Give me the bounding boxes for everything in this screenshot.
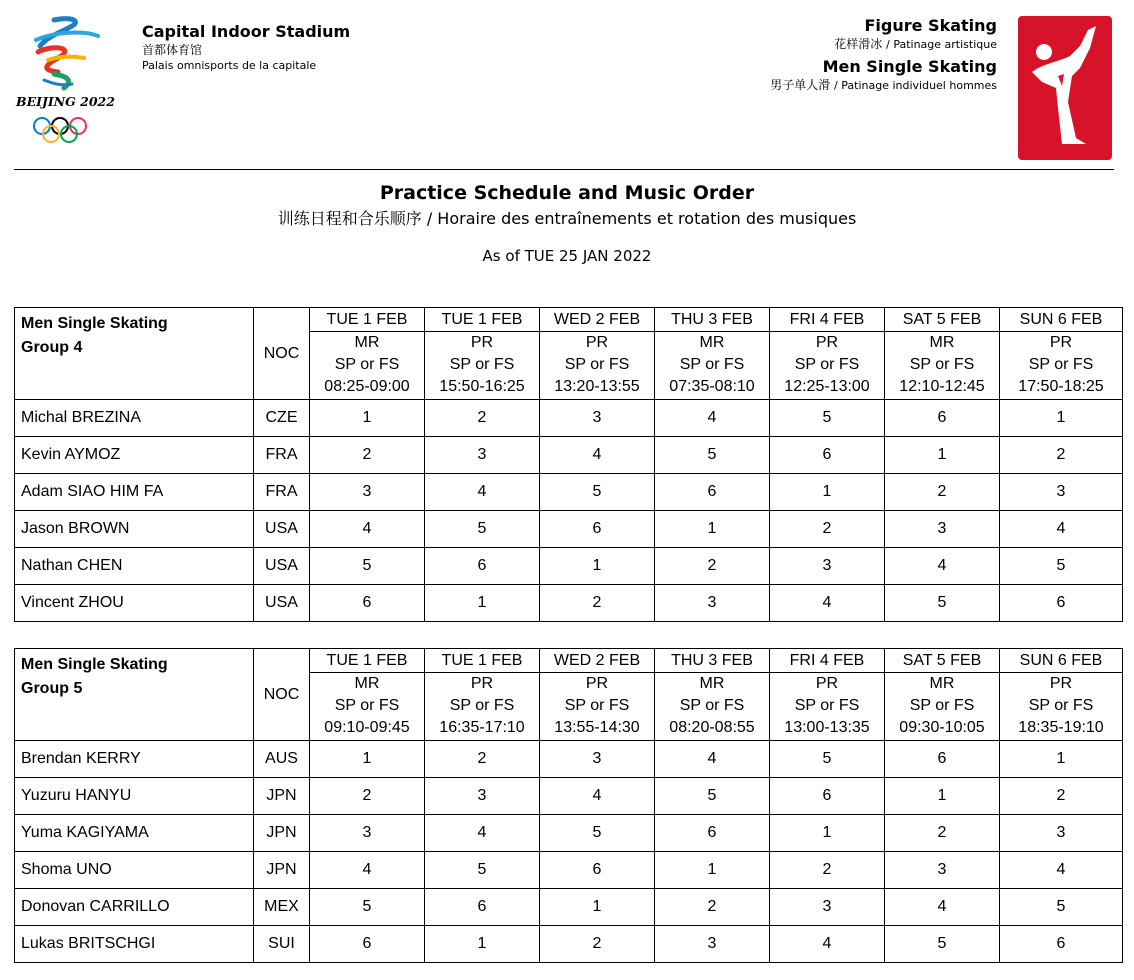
music-order-cell: 4	[310, 511, 425, 548]
session-time: 13:20-13:55	[554, 378, 640, 395]
music-order-cell: 5	[425, 852, 540, 889]
music-order-cell: 2	[885, 815, 1000, 852]
music-order-cell: 1	[770, 815, 885, 852]
session-type: PR	[585, 675, 609, 692]
document-title-zh: 训练日程和合乐顺序	[277, 209, 422, 228]
document-titles	[0, 180, 1134, 266]
music-order-cell: 4	[770, 926, 885, 963]
music-order-cell: 2	[1000, 437, 1123, 474]
skater-name: Nathan CHEN	[15, 548, 254, 585]
session-type: PR	[585, 334, 609, 351]
music-order-cell: 3	[770, 548, 885, 585]
table-row	[15, 585, 1123, 622]
session-program: SP or FS	[909, 356, 975, 373]
skater-name: Jason BROWN	[15, 511, 254, 548]
session-type: MR	[699, 334, 725, 351]
session-program: SP or FS	[449, 697, 515, 714]
session-program: SP or FS	[334, 697, 400, 714]
skater-noc: AUS	[254, 741, 310, 778]
music-order-cell: 3	[425, 778, 540, 815]
session-time: 12:25-13:00	[784, 378, 870, 395]
skater-name: Donovan CARRILLO	[15, 889, 254, 926]
music-order-cell: 5	[540, 474, 655, 511]
music-order-cell: 2	[310, 437, 425, 474]
session-type: MR	[354, 675, 380, 692]
music-order-cell: 1	[425, 585, 540, 622]
noc-header: NOC	[254, 649, 310, 741]
table-row	[15, 815, 1123, 852]
music-order-cell: 1	[655, 511, 770, 548]
session-details	[425, 332, 540, 400]
music-order-cell: 6	[1000, 926, 1123, 963]
event-block	[577, 16, 997, 98]
session-time: 07:35-08:10	[669, 378, 755, 395]
group-title	[15, 308, 254, 400]
music-order-cell: 2	[1000, 778, 1123, 815]
session-day: SAT 5 FEB	[885, 649, 1000, 673]
music-order-cell: 3	[1000, 474, 1123, 511]
music-order-cell: 4	[425, 815, 540, 852]
session-program: SP or FS	[334, 356, 400, 373]
session-day: SAT 5 FEB	[885, 308, 1000, 332]
venue-title-fr: Palais omnisports de la capitale	[142, 59, 317, 72]
session-type: MR	[354, 334, 380, 351]
music-order-cell: 3	[310, 474, 425, 511]
venue-title: Capital Indoor Stadium	[142, 22, 351, 41]
music-order-cell: 6	[1000, 585, 1123, 622]
event-title: Men Single Skating	[822, 57, 997, 76]
music-order-cell: 5	[1000, 889, 1123, 926]
music-order-cell: 3	[770, 889, 885, 926]
music-order-cell: 1	[1000, 400, 1123, 437]
music-order-cell: 5	[540, 815, 655, 852]
skater-name: Yuzuru HANYU	[15, 778, 254, 815]
noc-header: NOC	[254, 308, 310, 400]
session-program: SP or FS	[794, 697, 860, 714]
session-time: 12:10-12:45	[899, 378, 985, 395]
session-time: 08:20-08:55	[669, 719, 755, 736]
music-order-cell: 1	[540, 889, 655, 926]
session-day: THU 3 FEB	[655, 308, 770, 332]
music-order-cell: 3	[540, 741, 655, 778]
session-type: PR	[815, 334, 839, 351]
skater-name: Shoma UNO	[15, 852, 254, 889]
music-order-cell: 5	[655, 778, 770, 815]
music-order-cell: 5	[770, 741, 885, 778]
table-row	[15, 926, 1123, 963]
session-details	[310, 332, 425, 400]
logo-text: BEIJING 2022	[16, 94, 115, 109]
music-order-cell: 6	[770, 778, 885, 815]
music-order-cell: 2	[425, 741, 540, 778]
beijing-2022-emblem-icon	[14, 14, 126, 146]
music-order-cell: 5	[425, 511, 540, 548]
group-title-line2: Group 4	[21, 339, 83, 356]
session-program: SP or FS	[909, 697, 975, 714]
music-order-cell: 6	[310, 585, 425, 622]
music-order-cell: 1	[310, 741, 425, 778]
session-time: 15:50-16:25	[439, 378, 525, 395]
event-subtitle	[577, 77, 997, 94]
session-program: SP or FS	[1028, 697, 1094, 714]
session-program: SP or FS	[679, 697, 745, 714]
music-order-cell: 5	[310, 548, 425, 585]
music-order-cell: 2	[770, 511, 885, 548]
table-row	[15, 889, 1123, 926]
music-order-cell: 3	[655, 585, 770, 622]
session-details	[770, 332, 885, 400]
table-row	[15, 511, 1123, 548]
skater-noc: SUI	[254, 926, 310, 963]
group-table	[14, 648, 1123, 963]
music-order-cell: 5	[885, 926, 1000, 963]
session-time: 18:35-19:10	[1018, 719, 1104, 736]
session-time: 13:00-13:35	[784, 719, 870, 736]
page-header	[0, 0, 1134, 170]
session-details	[770, 673, 885, 741]
document-subtitle	[0, 208, 1134, 230]
session-type: PR	[815, 675, 839, 692]
music-order-cell: 3	[540, 400, 655, 437]
sport-title-fr: / Patinage artistique	[886, 38, 997, 51]
music-order-cell: 1	[885, 437, 1000, 474]
sport-title-zh: 花样滑冰	[834, 37, 883, 51]
session-time: 09:30-10:05	[899, 719, 985, 736]
music-order-cell: 4	[885, 548, 1000, 585]
music-order-cell: 1	[425, 926, 540, 963]
music-order-cell: 3	[425, 437, 540, 474]
skater-noc: JPN	[254, 852, 310, 889]
skater-name: Vincent ZHOU	[15, 585, 254, 622]
skater-name: Michal BREZINA	[15, 400, 254, 437]
session-details	[540, 332, 655, 400]
session-program: SP or FS	[794, 356, 860, 373]
session-details	[655, 332, 770, 400]
music-order-cell: 4	[655, 741, 770, 778]
skater-noc: USA	[254, 585, 310, 622]
music-order-cell: 4	[885, 889, 1000, 926]
venue-title-zh: 首都体育馆	[142, 43, 203, 57]
music-order-cell: 6	[655, 815, 770, 852]
skater-name: Adam SIAO HIM FA	[15, 474, 254, 511]
music-order-cell: 6	[540, 511, 655, 548]
table-row	[15, 400, 1123, 437]
music-order-cell: 6	[770, 437, 885, 474]
music-order-cell: 4	[655, 400, 770, 437]
session-time: 08:25-09:00	[324, 378, 410, 395]
music-order-cell: 5	[310, 889, 425, 926]
session-details	[1000, 673, 1123, 741]
session-type: PR	[1049, 334, 1073, 351]
music-order-cell: 6	[885, 400, 1000, 437]
music-order-cell: 6	[655, 474, 770, 511]
music-order-cell: 1	[885, 778, 1000, 815]
music-order-cell: 2	[540, 926, 655, 963]
music-order-cell: 4	[540, 437, 655, 474]
music-order-cell: 6	[540, 852, 655, 889]
music-order-cell: 3	[1000, 815, 1123, 852]
document-title-fr: / Horaire des entraînements et rotation des musiques	[426, 209, 857, 228]
session-type: PR	[1049, 675, 1073, 692]
event-title-fr: / Patinage individuel hommes	[834, 79, 997, 92]
music-order-cell: 3	[885, 511, 1000, 548]
skater-name: Kevin AYMOZ	[15, 437, 254, 474]
session-program: SP or FS	[564, 356, 630, 373]
table-row	[15, 741, 1123, 778]
music-order-cell: 4	[540, 778, 655, 815]
music-order-cell: 1	[770, 474, 885, 511]
music-order-cell: 4	[310, 852, 425, 889]
session-time: 17:50-18:25	[1018, 378, 1104, 395]
skater-noc: USA	[254, 548, 310, 585]
music-order-cell: 2	[540, 585, 655, 622]
music-order-cell: 3	[655, 926, 770, 963]
music-order-cell: 5	[655, 437, 770, 474]
skater-noc: JPN	[254, 778, 310, 815]
table-row	[15, 474, 1123, 511]
music-order-cell: 1	[310, 400, 425, 437]
session-time: 09:10-09:45	[324, 719, 410, 736]
session-day: TUE 1 FEB	[310, 308, 425, 332]
session-day: THU 3 FEB	[655, 649, 770, 673]
music-order-cell: 4	[1000, 511, 1123, 548]
session-type: MR	[929, 334, 955, 351]
session-details	[310, 673, 425, 741]
music-order-cell: 2	[655, 548, 770, 585]
session-time: 16:35-17:10	[439, 719, 525, 736]
music-order-cell: 1	[655, 852, 770, 889]
session-details	[1000, 332, 1123, 400]
session-type: MR	[699, 675, 725, 692]
session-day: TUE 1 FEB	[310, 649, 425, 673]
skater-noc: FRA	[254, 437, 310, 474]
music-order-cell: 1	[540, 548, 655, 585]
session-type: PR	[470, 334, 494, 351]
sport-title: Figure Skating	[864, 16, 997, 35]
document-title: Practice Schedule and Music Order	[379, 182, 755, 204]
music-order-cell: 4	[425, 474, 540, 511]
session-details	[655, 673, 770, 741]
session-details	[885, 332, 1000, 400]
session-details	[885, 673, 1000, 741]
sport-subtitle	[577, 36, 997, 53]
music-order-cell: 2	[655, 889, 770, 926]
skater-name: Yuma KAGIYAMA	[15, 815, 254, 852]
table-row	[15, 548, 1123, 585]
table-row	[15, 437, 1123, 474]
session-program: SP or FS	[1028, 356, 1094, 373]
session-day: WED 2 FEB	[540, 308, 655, 332]
session-program: SP or FS	[449, 356, 515, 373]
group-title-line1: Men Single Skating	[21, 656, 168, 673]
skater-noc: FRA	[254, 474, 310, 511]
session-day: SUN 6 FEB	[1000, 649, 1123, 673]
music-order-cell: 6	[425, 889, 540, 926]
session-program: SP or FS	[564, 697, 630, 714]
group-title-line1: Men Single Skating	[21, 315, 168, 332]
music-order-cell: 1	[1000, 741, 1123, 778]
venue-block	[142, 22, 350, 74]
session-day: TUE 1 FEB	[425, 308, 540, 332]
session-day: WED 2 FEB	[540, 649, 655, 673]
skater-noc: USA	[254, 511, 310, 548]
skater-noc: CZE	[254, 400, 310, 437]
skater-name: Lukas BRITSCHGI	[15, 926, 254, 963]
figure-skating-pictogram-icon	[1018, 16, 1112, 160]
skater-name: Brendan KERRY	[15, 741, 254, 778]
music-order-cell: 4	[1000, 852, 1123, 889]
music-order-cell: 6	[310, 926, 425, 963]
group-title-line2: Group 5	[21, 680, 83, 697]
music-order-cell: 5	[885, 585, 1000, 622]
music-order-cell: 5	[1000, 548, 1123, 585]
session-day: SUN 6 FEB	[1000, 308, 1123, 332]
music-order-cell: 6	[425, 548, 540, 585]
skater-noc: JPN	[254, 815, 310, 852]
header-divider	[14, 169, 1114, 170]
as-of-date: As of TUE 25 JAN 2022	[482, 247, 652, 265]
session-details	[540, 673, 655, 741]
music-order-cell: 5	[770, 400, 885, 437]
music-order-cell: 2	[425, 400, 540, 437]
music-order-cell: 2	[770, 852, 885, 889]
group-title	[15, 649, 254, 741]
table-row	[15, 852, 1123, 889]
skater-noc: MEX	[254, 889, 310, 926]
session-day: FRI 4 FEB	[770, 649, 885, 673]
music-order-cell: 3	[310, 815, 425, 852]
session-time: 13:55-14:30	[554, 719, 640, 736]
event-title-zh: 男子单人滑	[770, 78, 831, 92]
session-type: PR	[470, 675, 494, 692]
group-table	[14, 307, 1123, 622]
music-order-cell: 4	[770, 585, 885, 622]
music-order-cell: 3	[885, 852, 1000, 889]
music-order-cell: 6	[885, 741, 1000, 778]
session-program: SP or FS	[679, 356, 745, 373]
session-day: TUE 1 FEB	[425, 649, 540, 673]
session-day: FRI 4 FEB	[770, 308, 885, 332]
session-type: MR	[929, 675, 955, 692]
music-order-cell: 2	[310, 778, 425, 815]
table-row	[15, 778, 1123, 815]
session-details	[425, 673, 540, 741]
music-order-cell: 2	[885, 474, 1000, 511]
